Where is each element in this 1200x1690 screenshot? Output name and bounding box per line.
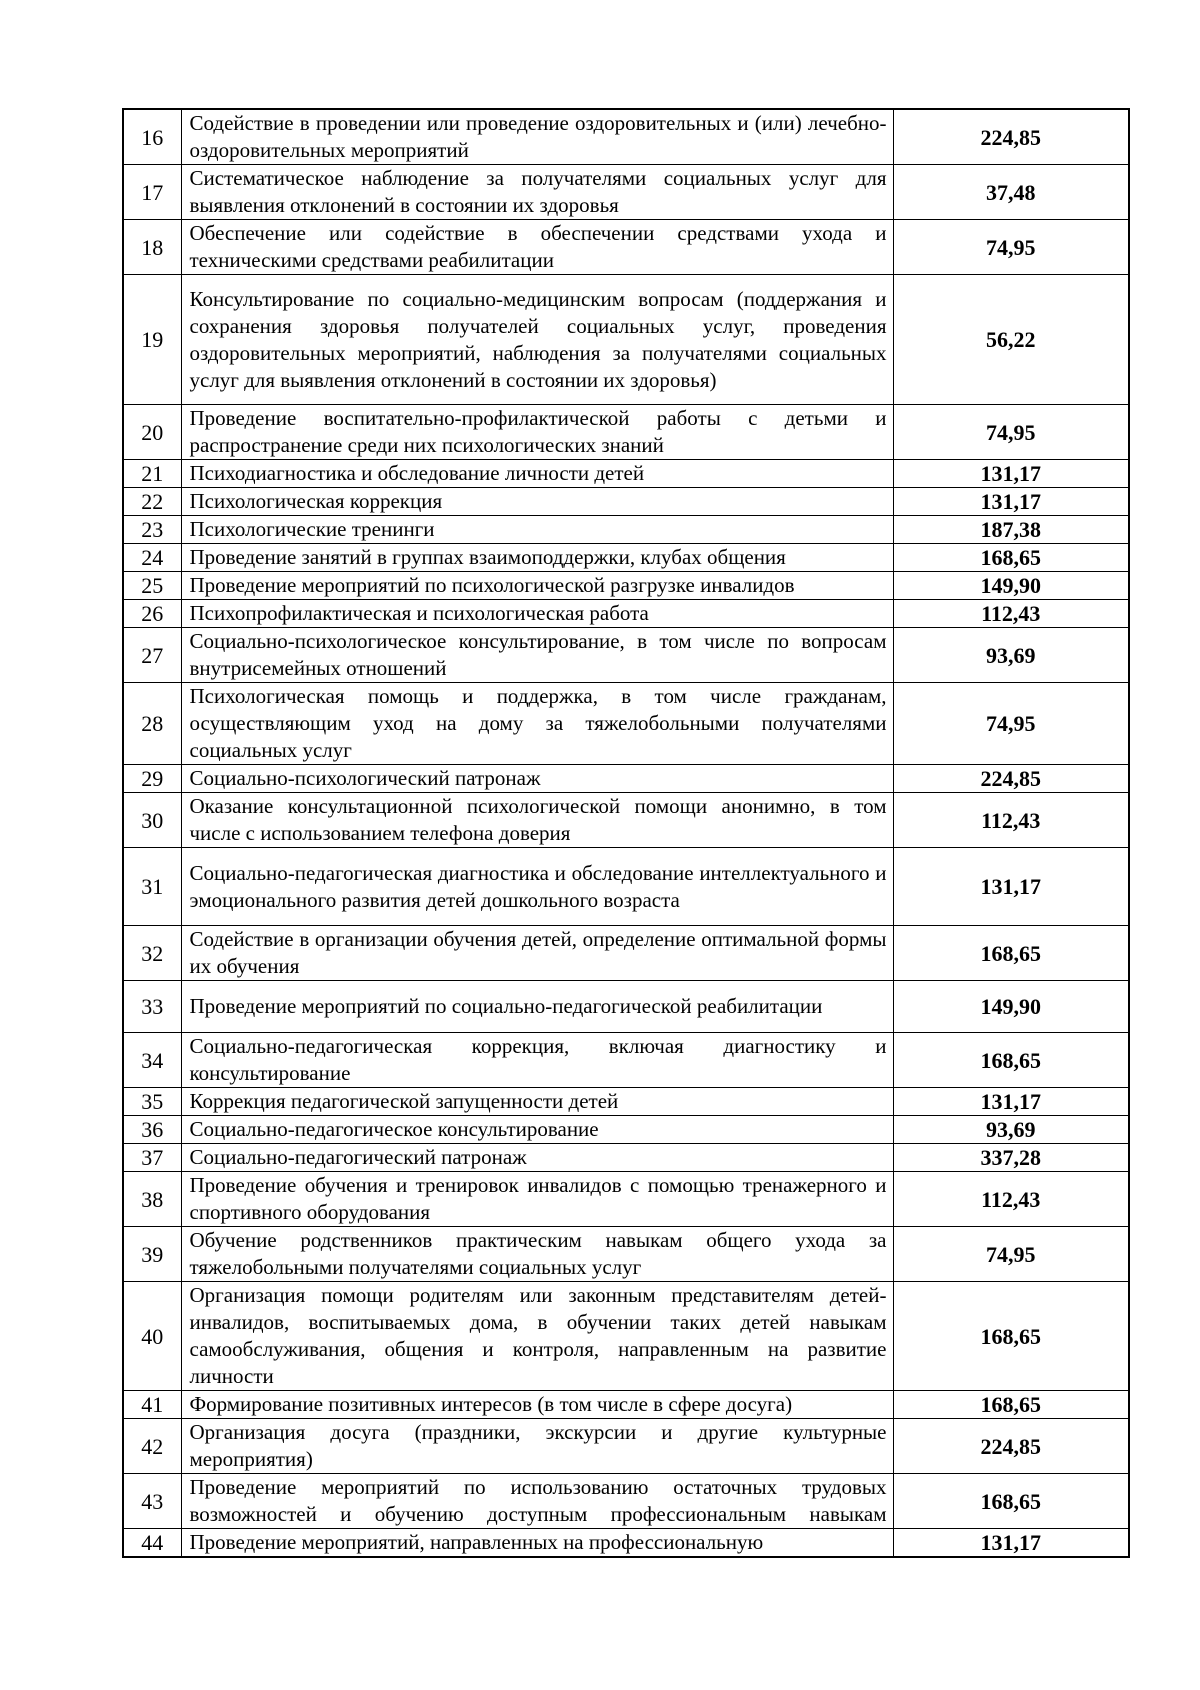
row-number: 18	[123, 220, 181, 275]
service-price: 112,43	[893, 1172, 1129, 1227]
table-row	[123, 683, 1129, 765]
row-number: 39	[123, 1227, 181, 1282]
row-number: 36	[123, 1116, 181, 1144]
row-number: 31	[123, 848, 181, 926]
service-name: Проведение мероприятий, направленных на профессиональную	[181, 1529, 893, 1558]
service-name: Социально-педагогический патронаж	[181, 1144, 893, 1172]
service-price: 168,65	[893, 544, 1129, 572]
row-number: 35	[123, 1088, 181, 1116]
service-price: 74,95	[893, 405, 1129, 460]
row-number: 43	[123, 1474, 181, 1529]
table-row	[123, 1088, 1129, 1116]
service-price: 93,69	[893, 628, 1129, 683]
service-price: 224,85	[893, 109, 1129, 165]
service-price: 74,95	[893, 1227, 1129, 1282]
service-name: Социально-психологический патронаж	[181, 765, 893, 793]
row-number: 16	[123, 109, 181, 165]
row-number: 41	[123, 1391, 181, 1419]
service-price: 37,48	[893, 165, 1129, 220]
service-name: Оказание консультационной психологической помощи анонимно, в том числе с использованием телефона доверия	[181, 793, 893, 848]
services-price-table	[122, 108, 1130, 1558]
table-row	[123, 926, 1129, 981]
service-name: Психологическая помощь и поддержка, в том числе гражданам, осуществляющим уход на дому за тяжелобольными получателями социальных услуг	[181, 683, 893, 765]
service-price: 168,65	[893, 926, 1129, 981]
service-price: 74,95	[893, 220, 1129, 275]
table-row	[123, 1144, 1129, 1172]
service-name: Обеспечение или содействие в обеспечении средствами ухода и техническими средствами реабилитации	[181, 220, 893, 275]
service-name: Психологические тренинги	[181, 516, 893, 544]
row-number: 34	[123, 1033, 181, 1088]
row-number: 42	[123, 1419, 181, 1474]
row-number: 37	[123, 1144, 181, 1172]
service-name: Социально-психологическое консультирование, в том числе по вопросам внутрисемейных отношений	[181, 628, 893, 683]
service-price: 187,38	[893, 516, 1129, 544]
service-price: 131,17	[893, 848, 1129, 926]
service-price: 224,85	[893, 1419, 1129, 1474]
table-row	[123, 572, 1129, 600]
service-name: Проведение мероприятий по использованию остаточных трудовых возможностей и обучению доступным профессиональным навыкам	[181, 1474, 893, 1529]
service-price: 224,85	[893, 765, 1129, 793]
row-number: 32	[123, 926, 181, 981]
row-number: 22	[123, 488, 181, 516]
table-row	[123, 1419, 1129, 1474]
service-price: 93,69	[893, 1116, 1129, 1144]
table-row	[123, 460, 1129, 488]
service-name: Систематическое наблюдение за получателями социальных услуг для выявления отклонений в состоянии их здоровья	[181, 165, 893, 220]
table-row	[123, 1474, 1129, 1529]
table-row	[123, 220, 1129, 275]
service-name: Социально-педагогическая диагностика и обследование интеллектуального и эмоционального развития детей дошкольного возраста	[181, 848, 893, 926]
service-price: 168,65	[893, 1391, 1129, 1419]
service-price: 149,90	[893, 572, 1129, 600]
service-name: Проведение обучения и тренировок инвалидов с помощью тренажерного и спортивного оборудования	[181, 1172, 893, 1227]
service-name: Содействие в проведении или проведение оздоровительных и (или) лечебно-оздоровительных мероприятий	[181, 109, 893, 165]
table-row	[123, 600, 1129, 628]
service-price: 168,65	[893, 1282, 1129, 1391]
row-number: 38	[123, 1172, 181, 1227]
service-price: 112,43	[893, 600, 1129, 628]
row-number: 26	[123, 600, 181, 628]
service-name: Психологическая коррекция	[181, 488, 893, 516]
row-number: 30	[123, 793, 181, 848]
table-row	[123, 1282, 1129, 1391]
service-name: Проведение воспитательно-профилактической работы с детьми и распространение среди них психологических знаний	[181, 405, 893, 460]
service-name: Формирование позитивных интересов (в том числе в сфере досуга)	[181, 1391, 893, 1419]
service-name: Психопрофилактическая и психологическая работа	[181, 600, 893, 628]
service-price: 112,43	[893, 793, 1129, 848]
row-number: 17	[123, 165, 181, 220]
service-name: Проведение мероприятий по психологической разгрузке инвалидов	[181, 572, 893, 600]
row-number: 24	[123, 544, 181, 572]
service-name: Обучение родственников практическим навыкам общего ухода за тяжелобольными получателями социальных услуг	[181, 1227, 893, 1282]
service-name: Содействие в организации обучения детей, определение оптимальной формы их обучения	[181, 926, 893, 981]
table-row	[123, 628, 1129, 683]
table-row	[123, 405, 1129, 460]
table-row	[123, 488, 1129, 516]
service-price: 168,65	[893, 1474, 1129, 1529]
table-row	[123, 793, 1129, 848]
row-number: 19	[123, 275, 181, 405]
table-row	[123, 848, 1129, 926]
row-number: 25	[123, 572, 181, 600]
table-row	[123, 1391, 1129, 1419]
service-name: Психодиагностика и обследование личности детей	[181, 460, 893, 488]
service-price: 131,17	[893, 460, 1129, 488]
table-row	[123, 516, 1129, 544]
service-name: Социально-педагогическая коррекция, включая диагностику и консультирование	[181, 1033, 893, 1088]
service-name: Проведение занятий в группах взаимоподдержки, клубах общения	[181, 544, 893, 572]
service-price: 56,22	[893, 275, 1129, 405]
service-name: Организация досуга (праздники, экскурсии и другие культурные мероприятия)	[181, 1419, 893, 1474]
service-price: 74,95	[893, 683, 1129, 765]
table-row	[123, 544, 1129, 572]
table-row	[123, 765, 1129, 793]
table-row	[123, 275, 1129, 405]
table-row	[123, 1172, 1129, 1227]
service-name: Коррекция педагогической запущенности детей	[181, 1088, 893, 1116]
table-row	[123, 1033, 1129, 1088]
row-number: 33	[123, 981, 181, 1033]
service-name: Проведение мероприятий по социально-педагогической реабилитации	[181, 981, 893, 1033]
row-number: 28	[123, 683, 181, 765]
service-price: 131,17	[893, 1529, 1129, 1558]
row-number: 23	[123, 516, 181, 544]
table-row	[123, 165, 1129, 220]
service-price: 149,90	[893, 981, 1129, 1033]
service-name: Социально-педагогическое консультирование	[181, 1116, 893, 1144]
table-row	[123, 981, 1129, 1033]
service-price: 131,17	[893, 488, 1129, 516]
row-number: 27	[123, 628, 181, 683]
service-price: 131,17	[893, 1088, 1129, 1116]
service-price: 337,28	[893, 1144, 1129, 1172]
table-body	[123, 109, 1129, 1557]
row-number: 21	[123, 460, 181, 488]
table-row	[123, 109, 1129, 165]
table-row	[123, 1116, 1129, 1144]
service-name: Организация помощи родителям или законным представителям детей-инвалидов, воспитываемых дома, в обучении таких детей навыкам самообслуживания, общения и контроля, направленным на развитие личности	[181, 1282, 893, 1391]
row-number: 29	[123, 765, 181, 793]
service-price: 168,65	[893, 1033, 1129, 1088]
table-row	[123, 1227, 1129, 1282]
table-row	[123, 1529, 1129, 1558]
row-number: 40	[123, 1282, 181, 1391]
service-name: Консультирование по социально-медицинским вопросам (поддержания и сохранения здоровья получателей социальных услуг, проведения оздоровительных мероприятий, наблюдения за получателями социальных услуг для выявления отклонений в состоянии их здоровья)	[181, 275, 893, 405]
row-number: 20	[123, 405, 181, 460]
row-number: 44	[123, 1529, 181, 1558]
